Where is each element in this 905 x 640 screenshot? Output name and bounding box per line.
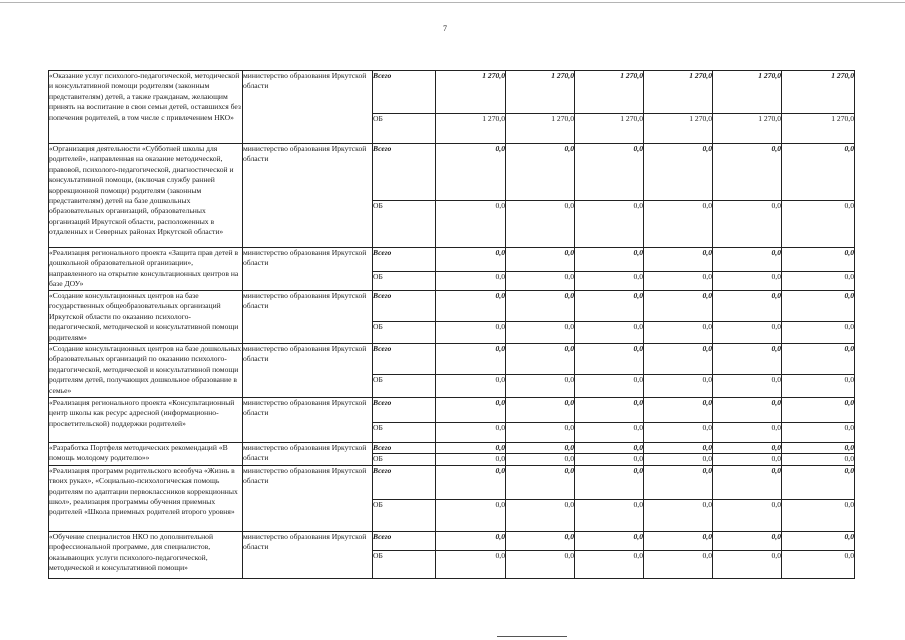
activity-description: «Разработка Портфеля методических рекомендаций «В помощь молодому родителю»» <box>49 443 243 466</box>
ob-value: 1 270,0 <box>506 114 575 144</box>
total-value: 0,0 <box>436 344 506 375</box>
ob-value: 0,0 <box>436 499 506 531</box>
ob-value: 0,0 <box>506 499 575 531</box>
total-label: Всего <box>373 398 436 423</box>
total-value: 0,0 <box>644 291 713 322</box>
ob-value: 0,0 <box>575 321 644 343</box>
ob-value: 0,0 <box>575 499 644 531</box>
ob-value: 0,0 <box>713 201 782 248</box>
activity-row <box>49 291 855 322</box>
ob-value: 0,0 <box>644 454 713 465</box>
ob-value: 0,0 <box>436 423 506 443</box>
ob-label: ОБ <box>373 114 436 144</box>
activity-row <box>49 248 855 272</box>
total-value: 0,0 <box>782 344 855 375</box>
total-value: 1 270,0 <box>644 71 713 114</box>
ob-value: 0,0 <box>436 375 506 398</box>
ob-label: ОБ <box>373 201 436 248</box>
ob-value: 0,0 <box>644 321 713 343</box>
ob-value: 0,0 <box>575 201 644 248</box>
total-value: 0,0 <box>575 398 644 423</box>
total-value: 0,0 <box>782 144 855 201</box>
total-label: Всего <box>373 344 436 375</box>
total-value: 0,0 <box>644 144 713 201</box>
responsible-executor: министерство образования Иркутской области <box>243 344 373 398</box>
ob-value: 0,0 <box>644 272 713 291</box>
ob-value: 0,0 <box>644 375 713 398</box>
total-value: 0,0 <box>782 291 855 322</box>
activity-row <box>49 71 855 114</box>
total-value: 1 270,0 <box>713 71 782 114</box>
activity-row <box>49 144 855 201</box>
total-value: 0,0 <box>782 443 855 454</box>
ob-value: 0,0 <box>506 423 575 443</box>
responsible-executor: министерство образования Иркутской области <box>243 71 373 144</box>
ob-value: 0,0 <box>575 550 644 578</box>
ob-label: ОБ <box>373 550 436 578</box>
total-label: Всего <box>373 465 436 499</box>
total-value: 0,0 <box>713 443 782 454</box>
total-label: Всего <box>373 144 436 201</box>
ob-value: 0,0 <box>575 272 644 291</box>
activity-row <box>49 531 855 550</box>
ob-value: 0,0 <box>782 272 855 291</box>
total-label: Всего <box>373 531 436 550</box>
responsible-executor: министерство образования Иркутской области <box>243 291 373 344</box>
total-value: 0,0 <box>713 291 782 322</box>
ob-label: ОБ <box>373 375 436 398</box>
ob-label: ОБ <box>373 423 436 443</box>
ob-value: 0,0 <box>713 499 782 531</box>
scan-edge-line <box>0 2 905 11</box>
total-value: 0,0 <box>506 291 575 322</box>
scan-mark <box>497 636 567 637</box>
responsible-executor: министерство образования Иркутской области <box>243 144 373 248</box>
ob-value: 0,0 <box>782 499 855 531</box>
ob-value: 0,0 <box>782 550 855 578</box>
total-value: 0,0 <box>782 248 855 272</box>
ob-label: ОБ <box>373 272 436 291</box>
total-label: Всего <box>373 443 436 454</box>
activity-description: «Реализация программ родительского всеобуча «Жизнь в твоих руках», «Социально-психологическая помощь родителям по адаптации первоклассников коррекционных школ», реализация программы обучения приемных родителей «Школа приемных родителей второго уровня» <box>49 465 243 531</box>
ob-value: 0,0 <box>782 201 855 248</box>
ob-value: 0,0 <box>782 454 855 465</box>
ob-value: 0,0 <box>506 550 575 578</box>
ob-value: 1 270,0 <box>782 114 855 144</box>
total-value: 0,0 <box>782 531 855 550</box>
ob-value: 0,0 <box>713 423 782 443</box>
total-label: Всего <box>373 291 436 322</box>
ob-value: 0,0 <box>782 375 855 398</box>
activity-description: «Создание консультационных центров на базе дошкольных образовательных организаций по оказанию психолого-педагогической, методической и консультативной помощи родителям детей, получающих дошкольное образование в семье» <box>49 344 243 398</box>
ob-value: 0,0 <box>644 423 713 443</box>
total-value: 0,0 <box>436 531 506 550</box>
activity-description: «Обучение специалистов НКО по дополнительной профессиональной программе, для специалистов, оказывающих услуги психолого-педагогической, методической и консультативной помощи» <box>49 531 243 578</box>
ob-value: 0,0 <box>644 550 713 578</box>
ob-value: 0,0 <box>782 423 855 443</box>
total-value: 0,0 <box>713 398 782 423</box>
program-activities-table <box>48 70 855 579</box>
total-value: 0,0 <box>506 344 575 375</box>
ob-value: 0,0 <box>506 375 575 398</box>
ob-value: 0,0 <box>436 550 506 578</box>
total-value: 0,0 <box>436 443 506 454</box>
ob-value: 0,0 <box>782 321 855 343</box>
activity-description: «Оказание услуг психолого-педагогической, методической и консультативной помощи родителям (законным представителям) детей, а также гражданам, желающим принять на воспитание в свои семьи детей, оставшихся без попечения родителей, в том числе с привлечением НКО» <box>49 71 243 144</box>
ob-value: 0,0 <box>436 454 506 465</box>
ob-value: 0,0 <box>436 272 506 291</box>
activity-description: «Организация деятельности «Субботней школы для родителей», направленная на оказание методической, правовой, психолого-педагогической, диагностической и консультативной помощи, (включая службу ранней коррекционной помощи) родителям (законным представителям) детей на базе дошкольных образовательных организаций, образовательных организаций Иркутской области, расположенных в отдаленных и Северных районах Иркутской области» <box>49 144 243 248</box>
total-value: 0,0 <box>506 465 575 499</box>
responsible-executor: министерство образования Иркутской области <box>243 248 373 291</box>
activity-description: «Реализация регионального проекта «Консультационный центр школы как ресурс адресной (информационно-просветительской) поддержки родителей» <box>49 398 243 443</box>
total-value: 0,0 <box>436 248 506 272</box>
ob-value: 0,0 <box>713 272 782 291</box>
total-value: 1 270,0 <box>506 71 575 114</box>
ob-value: 0,0 <box>644 499 713 531</box>
total-value: 0,0 <box>644 465 713 499</box>
total-value: 0,0 <box>575 291 644 322</box>
ob-value: 0,0 <box>506 454 575 465</box>
ob-value: 1 270,0 <box>644 114 713 144</box>
total-label: Всего <box>373 248 436 272</box>
responsible-executor: министерство образования Иркутской области <box>243 398 373 443</box>
activity-row <box>49 465 855 499</box>
total-value: 0,0 <box>713 465 782 499</box>
page-number: 7 <box>443 24 447 33</box>
total-value: 0,0 <box>575 144 644 201</box>
total-value: 0,0 <box>782 465 855 499</box>
total-value: 0,0 <box>506 248 575 272</box>
total-value: 0,0 <box>644 344 713 375</box>
total-value: 0,0 <box>436 398 506 423</box>
total-value: 0,0 <box>575 344 644 375</box>
total-value: 0,0 <box>644 443 713 454</box>
total-value: 0,0 <box>506 443 575 454</box>
total-value: 0,0 <box>782 398 855 423</box>
total-value: 0,0 <box>506 398 575 423</box>
ob-value: 0,0 <box>713 550 782 578</box>
ob-value: 0,0 <box>713 321 782 343</box>
total-value: 0,0 <box>575 465 644 499</box>
ob-value: 0,0 <box>575 454 644 465</box>
total-value: 0,0 <box>713 531 782 550</box>
ob-value: 0,0 <box>506 272 575 291</box>
activity-row <box>49 443 855 454</box>
total-label: Всего <box>373 71 436 114</box>
total-value: 0,0 <box>436 291 506 322</box>
ob-value: 0,0 <box>713 375 782 398</box>
responsible-executor: министерство образования Иркутской области <box>243 443 373 466</box>
total-value: 1 270,0 <box>436 71 506 114</box>
total-value: 0,0 <box>713 344 782 375</box>
ob-label: ОБ <box>373 321 436 343</box>
activity-description: «Реализация регионального проекта «Защита прав детей в дошкольной образовательной организации», направленного на открытие консультационных центров на базе ДОУ» <box>49 248 243 291</box>
total-value: 1 270,0 <box>575 71 644 114</box>
total-value: 0,0 <box>644 531 713 550</box>
activity-description: «Создание консультационных центров на базе государственных общеобразовательных организаций Иркутской области по оказанию психолого-педагогической, методической и консультативной помощи родителям» <box>49 291 243 344</box>
total-value: 0,0 <box>713 144 782 201</box>
ob-value: 1 270,0 <box>713 114 782 144</box>
responsible-executor: министерство образования Иркутской области <box>243 465 373 531</box>
ob-value: 1 270,0 <box>436 114 506 144</box>
total-value: 0,0 <box>644 248 713 272</box>
ob-label: ОБ <box>373 499 436 531</box>
ob-value: 0,0 <box>713 454 782 465</box>
total-value: 0,0 <box>575 248 644 272</box>
ob-value: 0,0 <box>506 321 575 343</box>
total-value: 0,0 <box>436 144 506 201</box>
ob-value: 0,0 <box>644 201 713 248</box>
ob-value: 0,0 <box>575 375 644 398</box>
total-value: 0,0 <box>506 144 575 201</box>
total-value: 0,0 <box>644 398 713 423</box>
total-value: 0,0 <box>436 465 506 499</box>
activity-row <box>49 398 855 423</box>
responsible-executor: министерство образования Иркутской области <box>243 531 373 578</box>
total-value: 0,0 <box>575 443 644 454</box>
ob-value: 0,0 <box>575 423 644 443</box>
total-value: 0,0 <box>506 531 575 550</box>
activity-row <box>49 344 855 375</box>
total-value: 0,0 <box>575 531 644 550</box>
ob-label: ОБ <box>373 454 436 465</box>
ob-value: 0,0 <box>436 201 506 248</box>
total-value: 1 270,0 <box>782 71 855 114</box>
ob-value: 1 270,0 <box>575 114 644 144</box>
ob-value: 0,0 <box>506 201 575 248</box>
ob-value: 0,0 <box>436 321 506 343</box>
total-value: 0,0 <box>713 248 782 272</box>
